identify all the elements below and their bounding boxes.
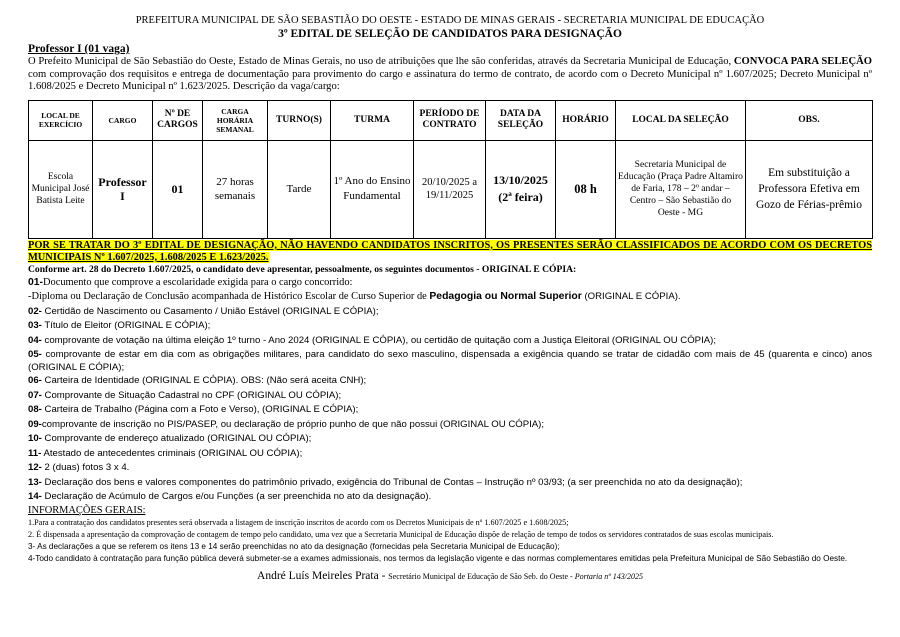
cell-data-date: 13/10/2025 (493, 173, 548, 188)
list-item-text: Declaração de Acúmulo de Cargos e/ou Funções (a ser preenchida no ato da designação). (41, 491, 432, 503)
list-item-number: 06- (28, 375, 42, 387)
signature-name: André Luís Meireles Prata (257, 569, 379, 582)
list-item-text: comprovante de estar em dia com as obrigações militares, para candidato do sexo masculino, dispensada a exigência quando se tratar de cidadão com mais de 45 (quarenta e cinco) anos (ORIGINAL E CÓPIA); (28, 349, 872, 374)
vaga-title: Professor I (01 vaga) (28, 43, 130, 55)
signature-sep: - (378, 569, 389, 582)
th-turno: TURNO(S) (268, 100, 331, 140)
th-data: DATA DA SELEÇÃO (486, 100, 556, 140)
list-item-text: 2 (duas) fotos 3 x 4. (41, 462, 130, 474)
list-item (28, 334, 872, 349)
list-item (28, 432, 872, 447)
intro-convoca: CONVOCA PARA SELEÇÃO (733, 56, 872, 67)
list-item-number: 08- (28, 404, 42, 416)
list-item (28, 447, 872, 462)
conforme-line: Conforme art. 28 do Decreto 1.607/2025, o candidato deve apresentar, pessoalmente, os seguintes documentos - ORIGINAL E CÓPIA: (28, 263, 577, 275)
list-item-number: 12- (28, 462, 42, 474)
cell-cargo: Professor I (93, 140, 153, 238)
list-item (28, 389, 872, 404)
list-item-number: 04- (28, 334, 42, 346)
list-item-text: Documento que comprove a escolaridade exigida para o cargo concorrido: (43, 276, 353, 288)
list-item-number: 02- (28, 305, 42, 317)
th-cargo: CARGO (93, 100, 153, 140)
list-item (28, 403, 872, 418)
list-item-text: Atestado de antecedentes criminais (ORIGINAL OU CÓPIA); (41, 447, 303, 459)
list-item (28, 461, 872, 476)
vaga-table (28, 100, 873, 239)
cell-local-selecao: Secretaria Municipal de Educação (Praça Padre Altamiro de Faria, 178 – 2º andar – Centro – São Sebastião do Oeste - MG (616, 140, 746, 238)
list-item-text: Carteira de Trabalho (Página com a Foto e Verso), (ORIGINAL E CÓPIA); (41, 404, 359, 416)
list-item (28, 348, 872, 374)
th-turma: TURMA (331, 100, 414, 140)
info-item: 3- As declarações a que se referem os itens 13 e 14 serão preenchidas no ato da designação (fornecidas pela Secretaria Municipal de Educação); (28, 542, 560, 552)
list-item-text: Declaração dos bens e valores componentes do patrimônio privado, exigência do Tribunal de Contas – Instrução nº 03/93; (a ser preenchida no ato da designação); (41, 476, 743, 488)
list-item-text: Comprovante de endereço atualizado (ORIGINAL OU CÓPIA); (41, 433, 312, 445)
cell-n-cargos: 01 (153, 140, 203, 238)
th-local-selecao: LOCAL DA SELEÇÃO (616, 100, 746, 140)
th-horario: HORÁRIO (556, 100, 616, 140)
cell-obs: Em substituição a Professora Efetiva em Gozo de Férias-prêmio (746, 140, 873, 238)
th-obs: OBS. (746, 100, 873, 140)
list-item-text: Comprovante de Situação Cadastral no CPF (ORIGINAL OU CÓPIA); (41, 389, 342, 401)
table-header-row (29, 100, 873, 140)
list-item-number: 07- (28, 389, 42, 401)
list-item-tail: (ORIGINAL E CÓPIA). (581, 291, 681, 303)
cell-data-day: (2ª feira) (498, 190, 543, 205)
list-item-number: 10- (28, 433, 42, 445)
list-item-number: 09- (28, 418, 42, 430)
list-item (28, 319, 872, 334)
list-item-number: 14- (28, 491, 42, 503)
th-periodo: PERÍODO DE CONTRATO (414, 100, 486, 140)
signature-role: Secretário Municipal de Educação de São Seb. do Oeste - (388, 571, 575, 581)
list-item (28, 490, 872, 505)
list-item-bold: Pedagogia ou Normal Superior (429, 291, 582, 303)
list-item-number: 05- (28, 349, 42, 361)
cell-horario: 08 h (556, 140, 616, 238)
list-item-text: -Diploma ou Declaração de Conclusão acompanhada de Histórico Escolar de Curso Superior de (28, 291, 430, 303)
header-line: PREFEITURA MUNICIPAL DE SÃO SEBASTIÃO DO OESTE - ESTADO DE MINAS GERAIS - SECRETARIA MUNICIPAL DE EDUCAÇÃO (135, 15, 765, 26)
info-item: 2. É dispensada a apresentação da comprovação de contagem de tempo pelo candidato, uma vez que a Secretaria Municipal de Educação dispõe de relação de tempo de todos os servidores contratados de suas escolas municipais. (28, 529, 774, 539)
th-n-cargos: Nº DE CARGOS (153, 100, 203, 140)
th-local: LOCAL DE EXERCÍCIO (29, 100, 93, 140)
list-item (28, 476, 872, 491)
cell-periodo: 20/10/2025 a 19/11/2025 (414, 140, 486, 238)
list-item-number: 03- (28, 320, 42, 332)
th-carga: CARGA HORÁRIA SEMANAL (203, 100, 268, 140)
info-title: INFORMAÇÕES GERAIS: (28, 504, 146, 516)
list-item (28, 305, 872, 320)
edital-title: 3º EDITAL DE SELEÇÃO DE CANDIDATOS PARA DESIGNAÇÃO (278, 28, 622, 40)
cell-carga: 27 horas semanais (203, 140, 268, 238)
table-row (29, 140, 873, 238)
info-item: 4-Todo candidato à contratação para função pública deverá submeter-se a exames admissionais, nos termos da legislação vigente e das normas complementares emitidas pela Prefeitura Municipal de São Sebastião do Oeste. (28, 554, 848, 564)
list-item (28, 290, 872, 305)
list-item (28, 418, 872, 433)
list-item-text: comprovante de votação na última eleição 1º turno - Ano 2024 (ORIGINAL E CÓPIA), ou certidão de quitação com a Justiça Eleitoral (ORIGINAL OU CÓPIA); (41, 334, 717, 346)
notice-highlight: POR SE TRATAR DO 3º EDITAL DE DESIGNAÇÃO, NÃO HAVENDO CANDIDATOS INSCRITOS, OS PRESENTES SERÃO CLASSIFICADOS DE ACORDO COM OS DECRETOS MUNICIPAIS Nº 1.607/2025, 1.608/2025 E 1.623/2025. (28, 239, 872, 263)
intro-paragraph (28, 56, 872, 94)
cell-turma: 1º Ano do Ensino Fundamental (331, 140, 414, 238)
cell-local: Escola Municipal José Batista Leite (29, 140, 93, 238)
notice-paragraph (28, 240, 872, 264)
info-item: 1.Para a contratação dos candidatos presentes será observada a listagem de inscrição inscritos de acordo com os Decretos Municipais de nº 1.607/2025 e 1.608/2025; (28, 517, 569, 527)
list-item (28, 374, 872, 389)
document-list (28, 276, 872, 505)
list-item-number: 11- (28, 447, 42, 459)
intro-part2: com comprovação dos requisitos e entrega de documentação para provimento do cargo e assinatura do termo de contrato, de acordo com o Decreto Municipal nº 1.607/2025; Decreto Municipal nº 1.608/2025 e Decreto Municipal nº 1.623/2025. Descrição da vaga/cargo: (28, 68, 872, 93)
list-item-number: 13- (28, 476, 42, 488)
intro-part1: O Prefeito Municipal de São Sebastião do Oeste, Estado de Minas Gerais, no uso de atribuições que lhe são conferidas, através da Secretaria Municipal de Educação, (28, 56, 734, 67)
list-item-text: Carteira de Identidade (ORIGINAL E CÓPIA). OBS: (Não será aceita CNH); (41, 375, 367, 387)
signature-portaria: Portaria nº 143/2025 (574, 571, 643, 581)
list-item-number: 01- (28, 276, 44, 288)
list-item-text: comprovante de inscrição no PIS/PASEP, ou declaração de próprio punho de que não possui (ORIGINAL OU CÓPIA); (41, 418, 545, 430)
cell-data (486, 140, 556, 238)
edital-page (28, 12, 872, 582)
list-item-text: Certidão de Nascimento ou Casamento / União Estável (ORIGINAL E CÓPIA); (41, 305, 379, 317)
signature-line (28, 570, 872, 582)
list-item-text: Título de Eleitor (ORIGINAL E CÓPIA); (41, 320, 211, 332)
cell-turno: Tarde (268, 140, 331, 238)
list-item (28, 276, 872, 291)
